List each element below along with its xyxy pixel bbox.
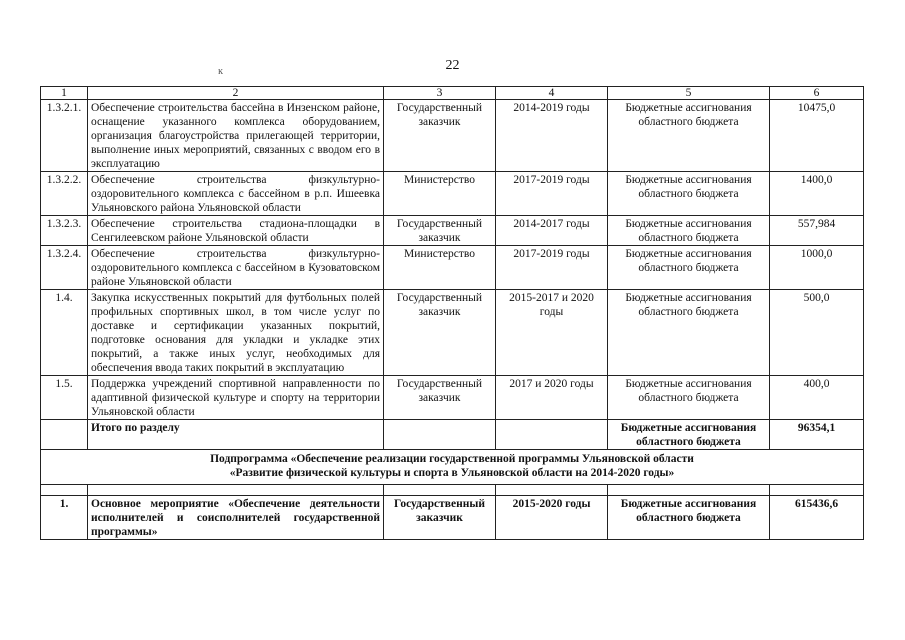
table-header-row (41, 87, 864, 100)
main-event-amount: 615436,6 (770, 496, 864, 540)
column-header-2: 2 (88, 87, 384, 100)
row-description: Обеспечение строительства стадиона-площадки в Сенгилеевском районе Ульяновской области (88, 216, 384, 246)
row-funding-source: Бюджетные ассигнования областного бюджета (608, 216, 770, 246)
table-row (41, 216, 864, 246)
total-label: Итого по разделу (88, 420, 384, 450)
row-customer: Государственный заказчик (384, 376, 496, 420)
stray-mark: ĸ (218, 66, 223, 77)
total-period-cell (496, 420, 608, 450)
row-customer: Государственный заказчик (384, 216, 496, 246)
row-number: 1.3.2.4. (41, 246, 88, 290)
spacer-cell (88, 485, 384, 496)
row-number: 1.3.2.1. (41, 100, 88, 172)
spacer-cell (384, 485, 496, 496)
row-description: Обеспечение строительства физкультурно-оздоровительного комплекса с бассейном в Кузоватовском районе Ульяновской области (88, 246, 384, 290)
page-number: 22 (445, 58, 460, 73)
table-row (41, 100, 864, 172)
row-period: 2014-2017 годы (496, 216, 608, 246)
row-customer: Министерство (384, 172, 496, 216)
row-period: 2017-2019 годы (496, 172, 608, 216)
row-period: 2014-2019 годы (496, 100, 608, 172)
main-event-number: 1. (41, 496, 88, 540)
subprogram-heading-line-1: Подпрограмма «Обеспечение реализации государственной программы Ульяновской области (210, 453, 694, 465)
total-funding-source: Бюджетные ассигнования областного бюджета (608, 420, 770, 450)
spacer-cell (496, 485, 608, 496)
column-header-5: 5 (608, 87, 770, 100)
section-total-row (41, 420, 864, 450)
row-funding-source: Бюджетные ассигнования областного бюджета (608, 246, 770, 290)
subprogram-heading-row (41, 450, 864, 485)
row-amount: 557,984 (770, 216, 864, 246)
row-period: 2017-2019 годы (496, 246, 608, 290)
main-event-period: 2015-2020 годы (496, 496, 608, 540)
row-number: 1.3.2.3. (41, 216, 88, 246)
row-period: 2017 и 2020 годы (496, 376, 608, 420)
table-row (41, 376, 864, 420)
spacer-row (41, 485, 864, 496)
column-header-6: 6 (770, 87, 864, 100)
row-description: Обеспечение строительства физкультурно-оздоровительного комплекса с бассейном в р.п. Ишеевка Ульяновского района Ульяновской области (88, 172, 384, 216)
budget-table (40, 86, 864, 540)
main-event-customer: Государственный заказчик (384, 496, 496, 540)
spacer-cell (41, 485, 88, 496)
row-amount: 1000,0 (770, 246, 864, 290)
main-event-row (41, 496, 864, 540)
spacer-cell (770, 485, 864, 496)
row-funding-source: Бюджетные ассигнования областного бюджета (608, 376, 770, 420)
row-description: Обеспечение строительства бассейна в Инзенском районе, оснащение указанного комплекса оборудованием, организация благоустройства прилегающей территории, выполнение иных мероприятий, связанных с вводом его в эксплуатацию (88, 100, 384, 172)
main-event-funding-source: Бюджетные ассигнования областного бюджета (608, 496, 770, 540)
row-description: Закупка искусственных покрытий для футбольных полей профильных спортивных школ, в том числе услуг по доставке и сертификации указанных покрытий, подготовке основания для укладки и укладке этих покрытий, а также иных услуг, необходимых для обеспечения ввода таких покрытий в эксплуатацию (88, 290, 384, 376)
row-customer: Министерство (384, 246, 496, 290)
row-funding-source: Бюджетные ассигнования областного бюджета (608, 100, 770, 172)
row-funding-source: Бюджетные ассигнования областного бюджета (608, 172, 770, 216)
row-number: 1.5. (41, 376, 88, 420)
row-number: 1.3.2.2. (41, 172, 88, 216)
row-amount: 500,0 (770, 290, 864, 376)
row-amount: 1400,0 (770, 172, 864, 216)
row-customer: Государственный заказчик (384, 100, 496, 172)
subprogram-heading (41, 450, 864, 485)
row-customer: Государственный заказчик (384, 290, 496, 376)
subprogram-heading-line-2: «Развитие физической культуры и спорта в Ульяновской области на 2014-2020 годы» (229, 467, 675, 479)
table-row (41, 172, 864, 216)
row-amount: 10475,0 (770, 100, 864, 172)
table-row (41, 290, 864, 376)
main-event-description: Основное мероприятие «Обеспечение деятельности исполнителей и соисполнителей государственной программы» (88, 496, 384, 540)
column-header-4: 4 (496, 87, 608, 100)
row-number: 1.4. (41, 290, 88, 376)
column-header-3: 3 (384, 87, 496, 100)
column-header-1: 1 (41, 87, 88, 100)
total-number-cell (41, 420, 88, 450)
spacer-cell (608, 485, 770, 496)
row-description: Поддержка учреждений спортивной направленности по адаптивной физической культуре и спорту на территории Ульяновской области (88, 376, 384, 420)
total-customer-cell (384, 420, 496, 450)
table-row (41, 246, 864, 290)
row-funding-source: Бюджетные ассигнования областного бюджета (608, 290, 770, 376)
total-amount: 96354,1 (770, 420, 864, 450)
row-period: 2015-2017 и 2020 годы (496, 290, 608, 376)
row-amount: 400,0 (770, 376, 864, 420)
